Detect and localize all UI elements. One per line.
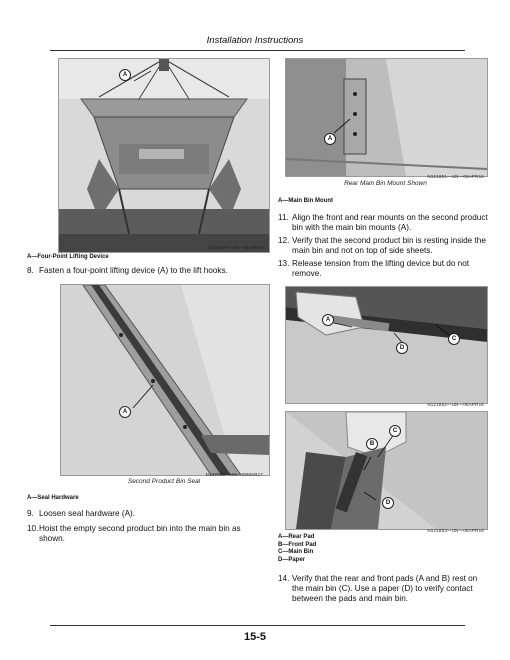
rear-main-bin-mount-photo <box>285 58 488 177</box>
callout-d-paper: D <box>396 342 408 354</box>
callout-a-seal-hardware: A <box>119 406 131 418</box>
pad-key-list <box>278 534 316 564</box>
step-9-text: Loosen seal hardware (A). <box>39 509 136 518</box>
step-8-number: 8. <box>27 266 34 275</box>
key-main-bin: C—Main Bin <box>278 549 314 555</box>
second-product-bin-seal-photo <box>60 284 270 476</box>
step-11-number: 11. <box>278 213 289 222</box>
key-seal-hardware: A—Seal Hardware <box>27 495 79 501</box>
callout-c-main-bin: C <box>389 425 401 437</box>
caption-rear-main-bin-mount: Rear Main Bin Mount Shown <box>344 180 427 187</box>
step-9-number: 9. <box>27 509 34 518</box>
step-12-number: 12. <box>278 236 290 245</box>
step-13 <box>278 259 488 279</box>
step-10-number: 10. <box>27 524 39 533</box>
step-11-text: Align the front and rear mounts on the second product bin with the main bin mounts (A). <box>292 213 488 232</box>
callout-c-main-bin: C <box>448 333 460 345</box>
page-number: 15-5 <box>243 631 267 643</box>
step-13-number: 13. <box>278 259 290 268</box>
step-10 <box>27 524 267 544</box>
footer-rule <box>50 625 465 626</box>
lifting-device-photo <box>58 58 270 253</box>
step-8-text: Fasten a four-point lifting device (A) to the lift hooks. <box>39 266 228 275</box>
step-11 <box>278 213 488 233</box>
step-14-text: Verify that the rear and front pads (A and B) rest on the main bin (C). Use a paper (D) to verify contact between the pads and main bin. <box>292 574 478 603</box>
caption-second-product-bin-seal: Second Product Bin Seal <box>127 478 201 485</box>
key-rear-pad: A—Rear Pad <box>278 534 315 540</box>
callout-b-front-pad: B <box>366 438 378 450</box>
step-14-number: 14. <box>278 574 290 583</box>
front-pad-photo <box>285 411 488 530</box>
rear-pad-photo <box>285 286 488 404</box>
step-12-text: Verify that the second product bin is resting inside the main bin and not on top of side sheets. <box>292 236 486 255</box>
figure-id-n127990: N127990—UN—09MAR17 <box>205 472 263 477</box>
header-rule <box>50 50 465 51</box>
figure-id-n121852: N121852—UN—06APR16 <box>427 402 484 407</box>
callout-a-main-bin-mount: A <box>324 133 336 145</box>
callout-d-paper: D <box>382 497 394 509</box>
key-paper: D—Paper <box>278 556 306 563</box>
step-14 <box>278 574 488 604</box>
key-main-bin-mount: A—Main Bin Mount <box>278 198 333 204</box>
key-four-point-lifting-device: A—Four-Point Lifting Device <box>27 254 109 260</box>
page-header-title: Installation Instructions <box>206 35 304 46</box>
callout-a-lifting-device: A <box>119 69 131 81</box>
figure-id-n121853: N121853—UN—06APR16 <box>427 528 484 533</box>
step-12 <box>278 236 488 256</box>
key-front-pad: B—Front Pad <box>278 541 317 548</box>
callout-a-rear-pad: A <box>322 314 334 326</box>
step-8 <box>27 266 267 276</box>
figure-id-n121851: N121851—UN—06APR16 <box>427 174 484 179</box>
step-10-text: Hoist the empty second product bin into the main bin as shown. <box>39 524 241 543</box>
step-13-text: Release tension from the lifting device but do not remove. <box>292 259 470 278</box>
figure-id-n121849: N121849—UN—06APR16 <box>207 245 264 250</box>
step-9 <box>27 509 267 519</box>
